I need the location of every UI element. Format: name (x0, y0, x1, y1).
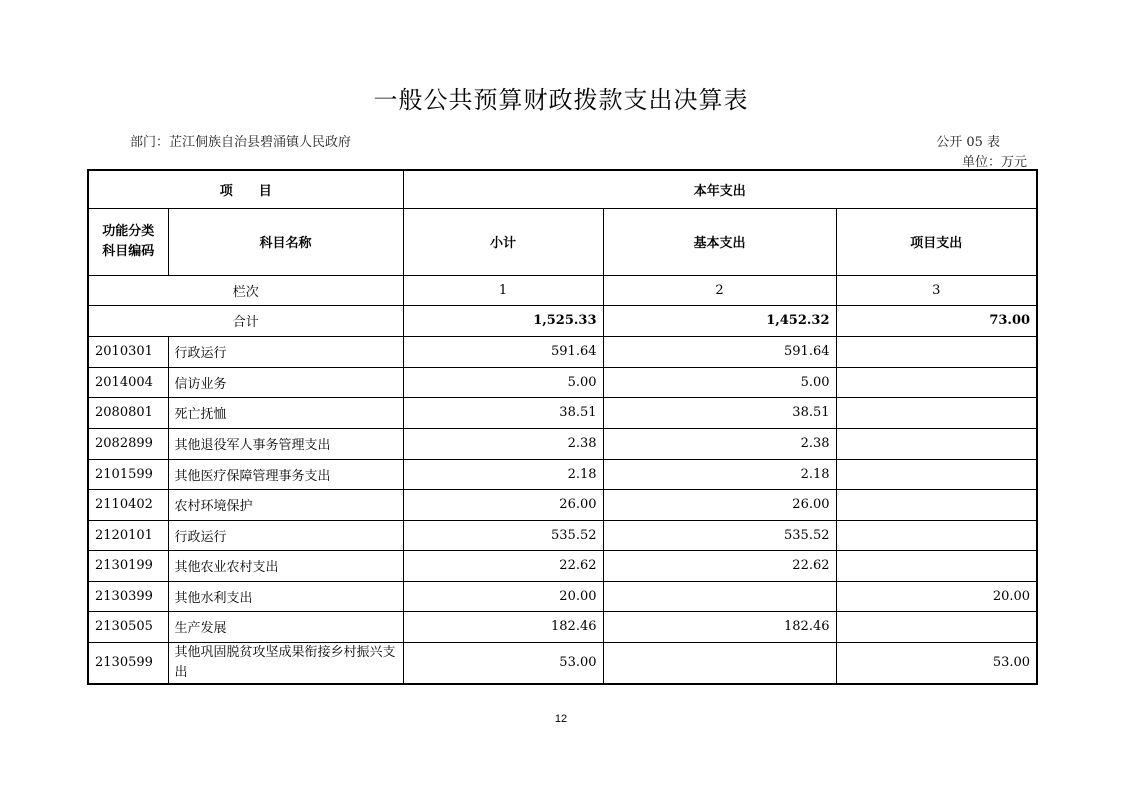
row-name: 行政运行 (168, 520, 403, 550)
column-index-label: 栏次 (88, 275, 403, 305)
row-name: 生产发展 (168, 611, 403, 642)
row-name: 其他医疗保障管理事务支出 (168, 459, 403, 489)
header-subtotal: 小计 (403, 208, 603, 275)
row-basic: 5.00 (603, 367, 836, 397)
row-subtotal: 535.52 (403, 520, 603, 550)
row-project (836, 367, 1037, 397)
row-code: 2130505 (88, 611, 168, 642)
row-code: 2080801 (88, 397, 168, 428)
table-row (88, 550, 1037, 581)
table-row (88, 459, 1037, 489)
row-name: 信访业务 (168, 367, 403, 397)
row-project (836, 397, 1037, 428)
column-index-2: 2 (603, 275, 836, 305)
row-subtotal: 5.00 (403, 367, 603, 397)
page-number: 12 (554, 713, 568, 725)
row-subtotal: 2.18 (403, 459, 603, 489)
row-subtotal: 20.00 (403, 581, 603, 611)
row-code: 2120101 (88, 520, 168, 550)
row-subtotal: 26.00 (403, 489, 603, 520)
row-subtotal: 22.62 (403, 550, 603, 581)
row-name: 行政运行 (168, 336, 403, 367)
row-basic: 2.38 (603, 428, 836, 459)
total-subtotal: 1,525.33 (403, 305, 603, 336)
row-code: 2110402 (88, 489, 168, 520)
row-code: 2010301 (88, 336, 168, 367)
row-subtotal: 53.00 (403, 642, 603, 684)
table-row (88, 367, 1037, 397)
row-code: 2130399 (88, 581, 168, 611)
row-code: 2130199 (88, 550, 168, 581)
column-index-1: 1 (403, 275, 603, 305)
header-current-year: 本年支出 (403, 170, 1037, 208)
table-row (88, 642, 1037, 684)
row-basic: 591.64 (603, 336, 836, 367)
unit-label: 单位：万元 (961, 155, 1027, 170)
row-project (836, 550, 1037, 581)
row-basic: 22.62 (603, 550, 836, 581)
table-row (88, 520, 1037, 550)
header-basic: 基本支出 (603, 208, 836, 275)
row-project (836, 459, 1037, 489)
row-name: 死亡抚恤 (168, 397, 403, 428)
row-subtotal: 38.51 (403, 397, 603, 428)
row-project (836, 336, 1037, 367)
table-row (88, 489, 1037, 520)
row-project (836, 489, 1037, 520)
row-basic: 535.52 (603, 520, 836, 550)
row-project: 53.00 (836, 642, 1037, 684)
department-label: 部门：芷江侗族自治县碧涌镇人民政府 (130, 135, 352, 150)
row-basic: 2.18 (603, 459, 836, 489)
row-basic: 26.00 (603, 489, 836, 520)
row-project (836, 611, 1037, 642)
row-project: 20.00 (836, 581, 1037, 611)
row-project (836, 520, 1037, 550)
total-label: 合计 (88, 305, 403, 336)
row-name: 其他水利支出 (168, 581, 403, 611)
total-project: 73.00 (836, 305, 1037, 336)
page-title: 一般公共预算财政拨款支出决算表 (373, 86, 749, 114)
row-basic: 38.51 (603, 397, 836, 428)
table-row (88, 336, 1037, 367)
row-basic (603, 581, 836, 611)
table-row (88, 397, 1037, 428)
row-subtotal: 182.46 (403, 611, 603, 642)
header-subject-name: 科目名称 (168, 208, 403, 275)
row-basic: 182.46 (603, 611, 836, 642)
row-code: 2130599 (88, 642, 168, 684)
table-row (88, 581, 1037, 611)
row-project (836, 428, 1037, 459)
header-function-code: 功能分类 科目编码 (88, 208, 168, 275)
row-name: 其他农业农村支出 (168, 550, 403, 581)
row-subtotal: 2.38 (403, 428, 603, 459)
expenditure-table (87, 169, 1038, 685)
row-name: 其他巩固脱贫攻坚成果衔接乡村振兴支出 (168, 642, 403, 684)
row-subtotal: 591.64 (403, 336, 603, 367)
header-item: 项 目 (88, 170, 403, 208)
row-code: 2014004 (88, 367, 168, 397)
table-row (88, 611, 1037, 642)
total-basic: 1,452.32 (603, 305, 836, 336)
row-name: 农村环境保护 (168, 489, 403, 520)
row-code: 2101599 (88, 459, 168, 489)
header-project: 项目支出 (836, 208, 1037, 275)
form-code: 公开 05 表 (936, 135, 1000, 150)
column-index-3: 3 (836, 275, 1037, 305)
row-code: 2082899 (88, 428, 168, 459)
row-name: 其他退役军人事务管理支出 (168, 428, 403, 459)
table-row (88, 428, 1037, 459)
row-basic (603, 642, 836, 684)
